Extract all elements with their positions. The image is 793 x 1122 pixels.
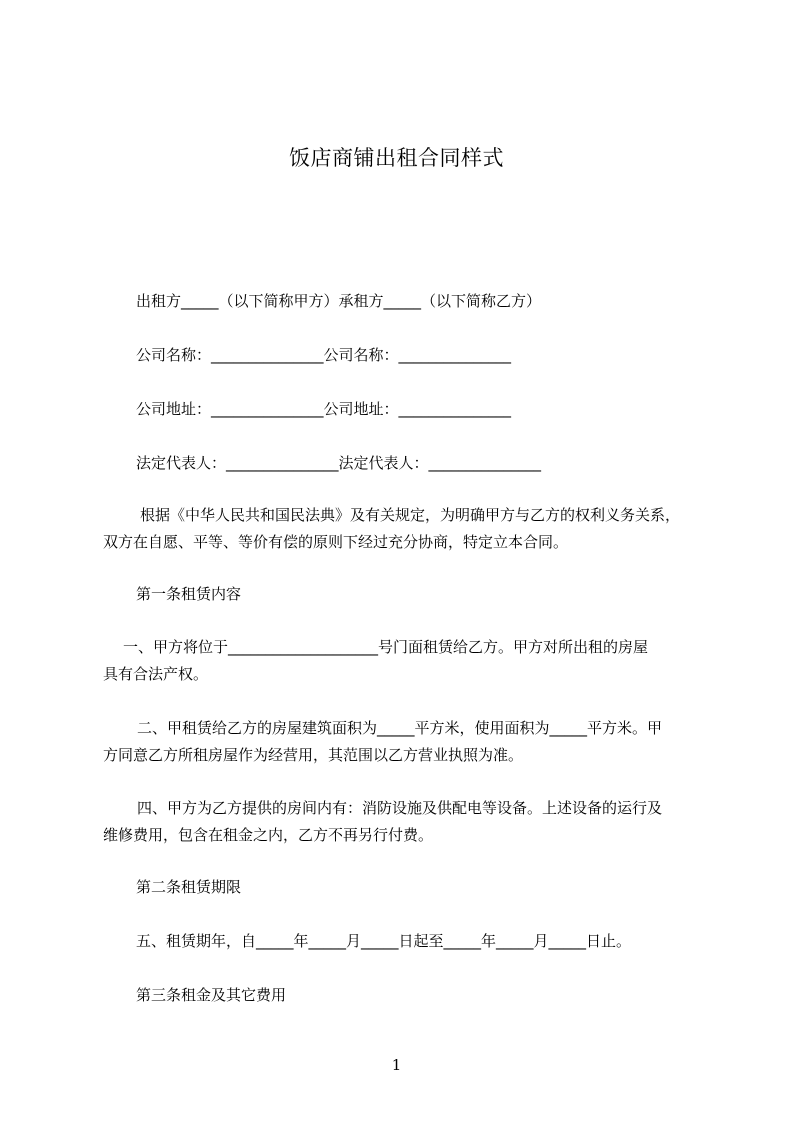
- clause-5-line: 五、租赁期年，自_____年_____月_____日起至_____年_____月_____日止。: [136, 932, 632, 950]
- preamble-line-1: 根据《中华人民共和国民法典》及有关规定，为明确甲方与乙方的权利义务关系，: [140, 506, 681, 524]
- article-1-heading: 第一条租赁内容: [136, 585, 242, 603]
- company-name-line: 公司名称：_______________公司名称：_______________: [136, 346, 512, 364]
- clause-2-paragraph: [103, 715, 707, 769]
- preamble-line-2: 双方在自愿、平等、等价有偿的原则下经过充分协商，特定立本合同。: [103, 533, 569, 551]
- clause-1-line-1: 一、甲方将位于____________________号门面租赁给乙方。甲方对所出租的房屋: [123, 638, 649, 656]
- document-title: 饭店商铺出租合同样式: [289, 146, 504, 170]
- clause-2-line-1: 二、甲租赁给乙方的房屋建筑面积为_____平方米，使用面积为_____平方米。甲: [137, 719, 663, 737]
- clause-4-paragraph: [103, 795, 707, 849]
- company-address-line: 公司地址：_______________公司地址：_______________: [136, 400, 512, 418]
- page-number: 1: [391, 1056, 402, 1074]
- legal-representative-line: 法定代表人：_______________法定代表人：_______________: [136, 454, 542, 472]
- preamble-paragraph: [103, 502, 707, 556]
- clause-1-paragraph: [103, 634, 707, 688]
- clause-4-line-1: 四、甲方为乙方提供的房间内有：消防设施及供配电等设备。上述设备的运行及: [137, 799, 663, 817]
- parties-line: 出租方_____（以下简称甲方）承租方_____（以下简称乙方）: [136, 292, 542, 310]
- clause-2-line-2: 方同意乙方所租房屋作为经营用，其范围以乙方营业执照为准。: [103, 746, 524, 764]
- article-2-heading: 第二条租赁期限: [136, 878, 242, 896]
- clause-1-line-2: 具有合法产权。: [103, 665, 209, 683]
- clause-4-line-2: 维修费用，包含在租金之内，乙方不再另行付费。: [103, 826, 434, 844]
- article-3-heading: 第三条租金及其它费用: [136, 986, 287, 1004]
